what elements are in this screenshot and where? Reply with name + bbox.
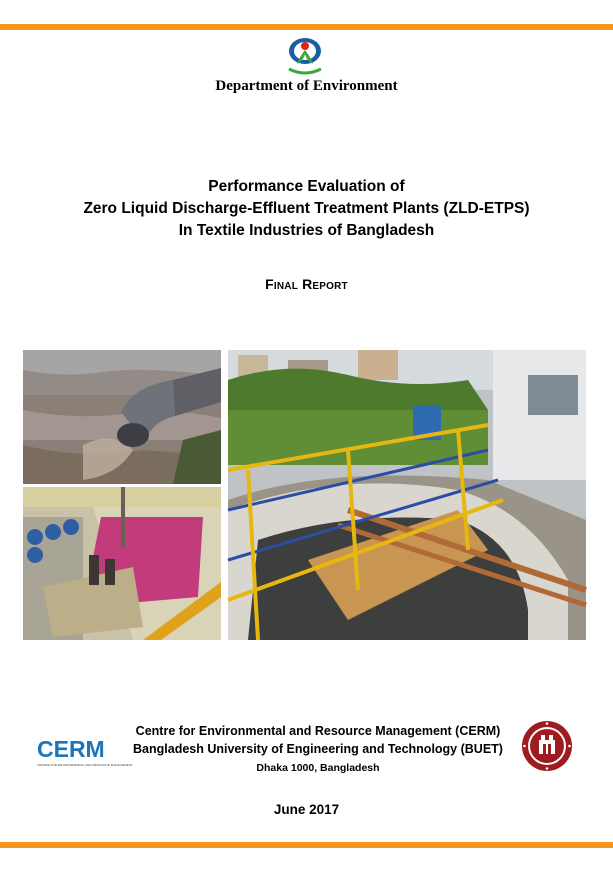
institution-block [118,722,518,777]
department-name: Department of Environment [215,78,398,94]
institution-address: Dhaka 1000, Bangladesh [256,762,380,774]
buet-seal-icon [521,720,573,772]
wastewater-discharge-photo [23,350,221,484]
final-report-label: Final Report [265,276,348,292]
department-of-environment-logo-icon [279,37,331,75]
effluent-treatment-plant-photo [228,350,586,640]
report-date: June 2017 [273,802,340,817]
bottom-accent-bar [0,842,613,848]
title-line-2: Zero Liquid Discharge-Effluent Treatment Plants (ZLD-ETPS) [83,200,530,217]
cerm-logo-subtext: CENTRE FOR ENVIRONMENTAL AND RESOURCE MANAGEMENT [37,763,133,767]
cerm-logo-text: CERM [37,736,105,762]
institution-buet: Bangladesh University of Engineering and Technology (BUET) [133,742,503,756]
effluent-tank-photo [23,487,221,640]
report-title [0,176,613,242]
institution-cerm: Centre for Environmental and Resource Management (CERM) [135,724,501,738]
cerm-logo-icon [36,733,133,769]
top-accent-bar [0,24,613,30]
title-line-3: In Textile Industries of Bangladesh [178,222,435,239]
title-line-1: Performance Evaluation of [208,178,405,195]
